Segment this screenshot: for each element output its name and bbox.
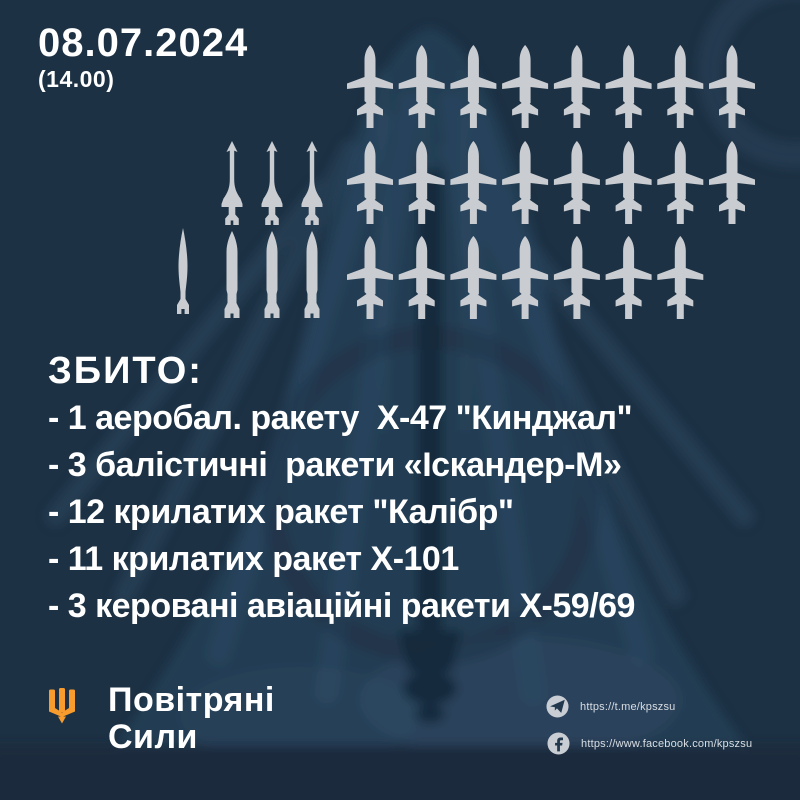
facebook-icon: [547, 732, 570, 755]
telegram-link[interactable]: [546, 695, 676, 718]
cruise-missiles-icon: [347, 236, 393, 319]
cruise-missiles-icon: [450, 236, 496, 319]
cruise-missiles-icon: [709, 45, 755, 128]
guided-aviation-missiles-icon: [262, 141, 283, 225]
date-block: [38, 22, 248, 92]
shot-down-list: [48, 348, 635, 630]
cruise-missiles-icon: [347, 45, 393, 128]
cruise-missiles-icon: [657, 141, 703, 224]
list-item-iskander: - 3 балістичні ракети «Іскандер-М»: [48, 446, 622, 484]
list-item-kalibr: - 12 крилатих ракет "Калібр": [48, 493, 514, 531]
list-title: ЗБИТО:: [48, 350, 203, 392]
air-force-trident-icon: [46, 688, 78, 724]
guided-aviation-missiles-icon: [222, 141, 243, 225]
telegram-url: https://t.me/kpszsu: [580, 700, 676, 713]
kinzhal-missile-icon: [177, 228, 189, 314]
brand-line-2: Сили: [108, 718, 198, 756]
cruise-missiles-icon: [399, 236, 445, 319]
cruise-missiles-icon: [606, 45, 652, 128]
ballistic-missiles-icon: [265, 231, 280, 318]
report-time: (14.00): [38, 66, 115, 92]
brand-block: [108, 682, 275, 756]
cruise-missiles-icon: [502, 45, 548, 128]
cruise-missiles-icon: [554, 141, 600, 224]
cruise-missiles-icon: [502, 141, 548, 224]
facebook-link[interactable]: [547, 732, 752, 755]
cruise-missiles-icon: [450, 45, 496, 128]
cruise-missiles-icon: [657, 45, 703, 128]
cruise-missiles-icon: [450, 141, 496, 224]
report-date: 08.07.2024: [38, 21, 249, 65]
ballistic-missiles-icon: [305, 231, 320, 318]
telegram-icon: [546, 695, 569, 718]
cruise-missiles-icon: [554, 236, 600, 319]
cruise-missiles-icon: [606, 236, 652, 319]
ballistic-missiles-icon: [225, 231, 240, 318]
list-item-kinzhal: - 1 аеробал. ракету Х-47 "Кинджал": [48, 399, 633, 437]
guided-aviation-missiles-icon: [302, 141, 323, 225]
list-item-x101: - 11 крилатих ракет Х-101: [48, 540, 459, 578]
list-item-x59: - 3 керовані авіаційні ракети Х-59/69: [48, 587, 635, 625]
cruise-missiles-icon: [657, 236, 703, 319]
facebook-url: https://www.facebook.com/kpszsu: [581, 737, 753, 750]
cruise-missiles-icon: [709, 141, 755, 224]
cruise-missiles-icon: [502, 236, 548, 319]
brand-line-1: Повітряні: [108, 681, 275, 719]
cruise-missiles-icon: [399, 45, 445, 128]
cruise-missiles-icon: [399, 141, 445, 224]
cruise-missiles-icon: [606, 141, 652, 224]
cruise-missiles-icon: [554, 45, 600, 128]
cruise-missiles-icon: [347, 141, 393, 224]
